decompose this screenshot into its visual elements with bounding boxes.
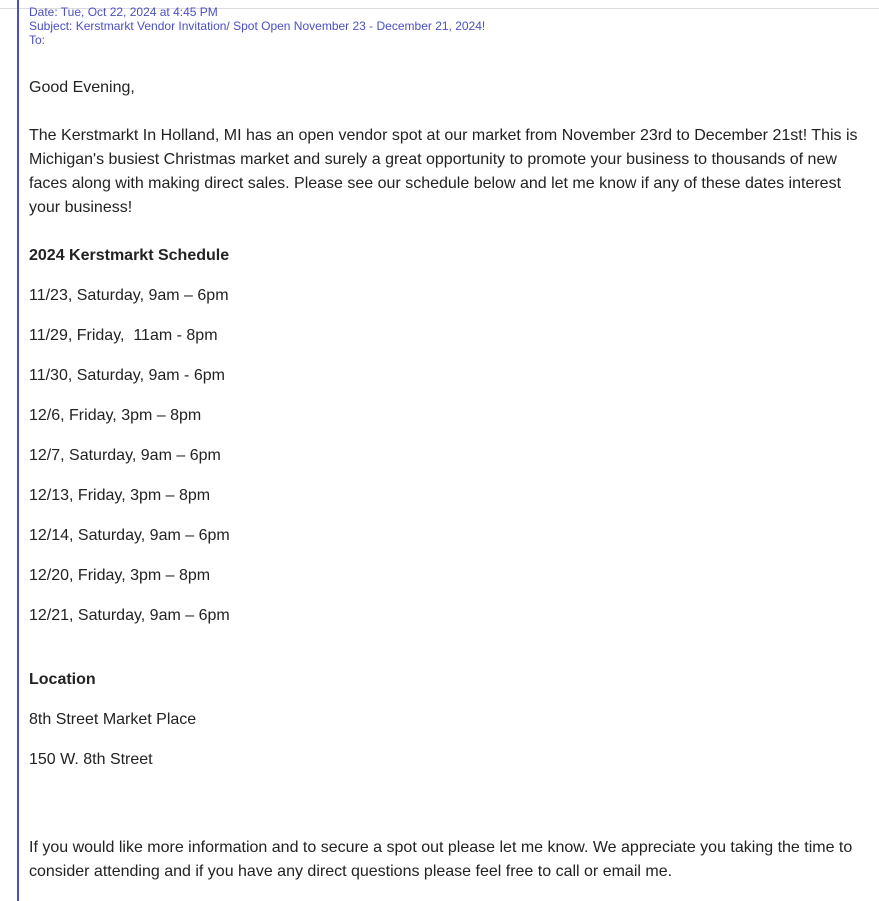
schedule-item: 12/7, Saturday, 9am – 6pm <box>29 447 221 464</box>
intro-paragraph: The Kerstmarkt In Holland, MI has an open vendor spot at our market from November 23rd to December 21st! This is Michigan's busiest Christmas market and surely a great opportunity to promote your business to thousands of new faces along with making direct sales. Please see our schedule below and let me know if any of these dates interest your business! <box>29 127 858 216</box>
location-line: 150 W. 8th Street <box>29 751 153 768</box>
header-subject: Subject: Kerstmarkt Vendor Invitation/ Spot Open November 23 - December 21, 2024! <box>29 19 486 33</box>
greeting: Good Evening, <box>29 79 135 96</box>
quoted-message <box>17 0 879 901</box>
schedule-item: 12/20, Friday, 3pm – 8pm <box>29 567 211 584</box>
schedule-item: 12/14, Saturday, 9am – 6pm <box>29 527 230 544</box>
schedule-item: 12/13, Friday, 3pm – 8pm <box>29 487 211 504</box>
location-line: 8th Street Market Place <box>29 711 197 728</box>
closing-paragraph: If you would like more information and to secure a spot out please let me know. We appreciate you taking the time to consider attending and if you have any direct questions please feel free to call or email me. <box>29 839 853 880</box>
schedule-item: 11/23, Saturday, 9am – 6pm <box>29 287 229 304</box>
schedule-list <box>29 284 864 628</box>
message-body <box>29 76 864 884</box>
schedule-title: 2024 Kerstmarkt Schedule <box>29 247 230 264</box>
header-date: Date: Tue, Oct 22, 2024 at 4:45 PM <box>29 5 218 19</box>
schedule-item: 11/30, Saturday, 9am - 6pm <box>29 367 225 384</box>
header-to: To: <box>29 33 46 47</box>
schedule-item: 12/21, Saturday, 9am – 6pm <box>29 607 230 624</box>
schedule-item: 12/6, Friday, 3pm – 8pm <box>29 407 202 424</box>
message-header <box>29 5 485 47</box>
location-title: Location <box>29 671 96 688</box>
schedule-item: 11/29, Friday, 11am - 8pm <box>29 327 218 344</box>
